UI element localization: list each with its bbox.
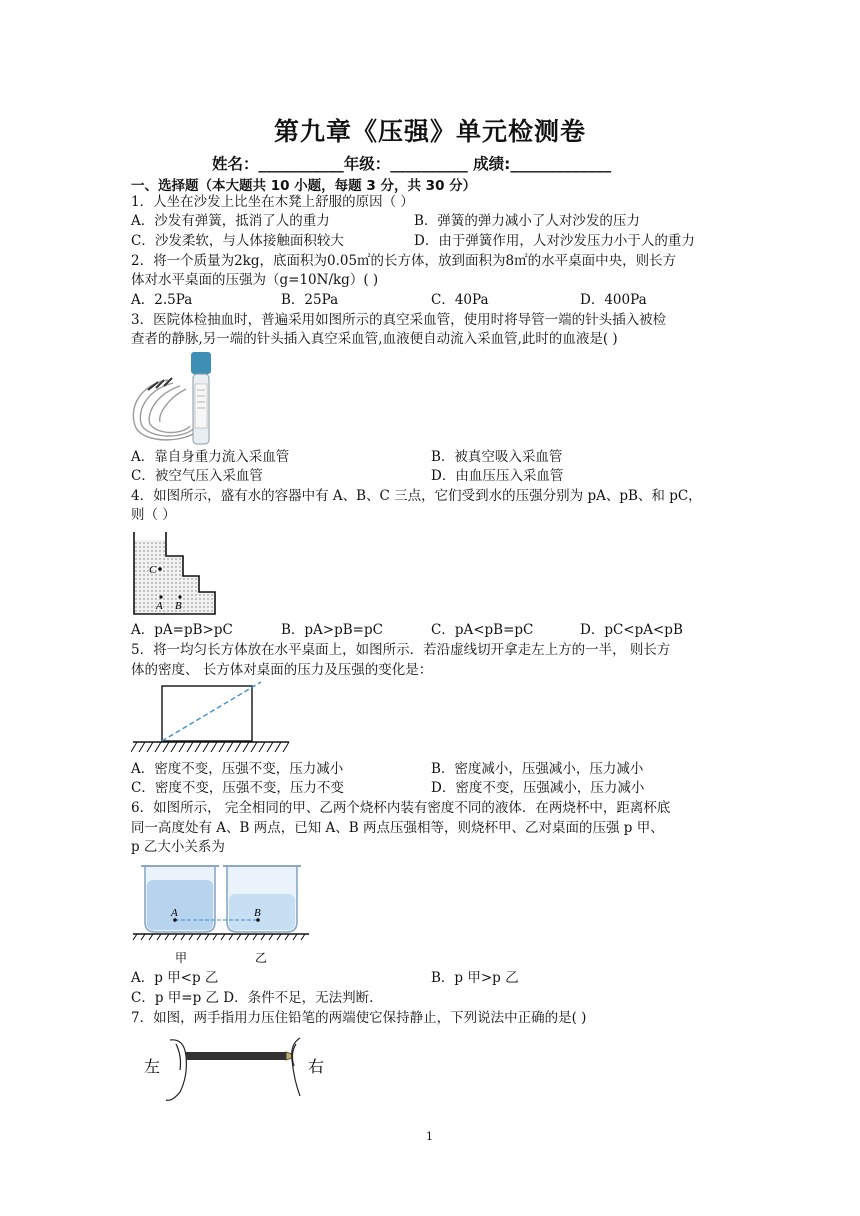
q1-option-a: A．沙发有弹簧，抵消了人的重力 bbox=[131, 213, 330, 229]
point-b-label: B bbox=[175, 600, 182, 612]
left-finger-icon bbox=[166, 1040, 186, 1101]
tubing-icon bbox=[133, 380, 198, 440]
q6-stem-line2: 同一高度处有 A、B 两点，已知 A、B 两点压强相等，则烧杯甲、乙对桌面的压强 p 甲、 bbox=[131, 820, 664, 836]
q6-option-a: A．p 甲<p 乙 bbox=[131, 970, 219, 986]
beaker-yi-label: 乙 bbox=[255, 951, 268, 965]
q1-stem: 1．人坐在沙发上比坐在木凳上舒服的原因（ ） bbox=[131, 194, 414, 210]
vacuum-blood-tube-figure bbox=[128, 350, 228, 448]
q4-stem-line2: 则（ ） bbox=[131, 507, 176, 523]
student-info-line: 姓名：___________年级：__________ 成绩:_____________ bbox=[212, 155, 612, 173]
point-a-label: A bbox=[156, 600, 163, 612]
q3-option-a: A．靠自身重力流入采血管 bbox=[131, 449, 290, 465]
q4-option-c: C．pA<pB=pC bbox=[431, 622, 534, 638]
q5-stem-line1: 5．将一均匀长方体放在水平桌面上，如图所示．若沿虚线切开拿走左上方的一半， 则长方 bbox=[131, 642, 671, 658]
cuboid-on-table-figure bbox=[131, 680, 291, 756]
q3-stem-line1: 3．医院体检抽血时，普遍采用如图所示的真空采血管，使用时将导管一端的针头插入被检 bbox=[131, 312, 667, 328]
pencil-icon bbox=[186, 1052, 298, 1060]
q3-stem-line2: 查者的静脉,另一端的针头插入真空采血管,血液便自动流入采血管,此时的血液是( ) bbox=[131, 331, 618, 347]
q3-option-d: D．由血压压入采血管 bbox=[431, 468, 564, 484]
q2-stem-line1: 2．将一个质量为2kg，底面积为0.05㎡的长方体，放到面积为8㎡的水平桌面中央，则长方 bbox=[131, 253, 677, 269]
q2-stem-line2: 体对水平桌面的压强为（g=10N/kg）( ) bbox=[131, 272, 379, 288]
q1-option-b: B．弹簧的弹力减小了人对沙发的压力 bbox=[414, 213, 640, 229]
q4-option-d: D．pC<pA<pB bbox=[580, 622, 683, 638]
point-c-label: C bbox=[149, 564, 157, 576]
q6-option-b: B．p 甲>p 乙 bbox=[431, 970, 519, 986]
beaker-yi-icon bbox=[223, 866, 301, 932]
beaker-point-b-label: B bbox=[254, 907, 261, 919]
q2-option-b: B．25Pa bbox=[281, 292, 339, 308]
q5-option-a: A．密度不变，压强不变，压力减小 bbox=[131, 761, 344, 777]
pencil-fingers-figure bbox=[140, 1030, 340, 1105]
right-label: 右 bbox=[308, 1057, 325, 1076]
page-title: 第九章《压强》单元检测卷 bbox=[273, 117, 586, 146]
q5-stem-line2: 体的密度、 长方体对桌面的压力及压强的变化是： bbox=[131, 662, 433, 678]
beaker-jia-label: 甲 bbox=[175, 951, 188, 965]
q5-option-d: D．密度不变，压强减小，压力减小 bbox=[431, 780, 645, 796]
left-label: 左 bbox=[144, 1057, 161, 1076]
q7-stem: 7．如图，两手指用力压住铅笔的两端使它保持静止，下列说法中正确的是( ) bbox=[131, 1010, 587, 1026]
q6-stem-line1: 6．如图所示， 完全相同的甲、乙两个烧杯内装有密度不同的液体．在两烧杯中，距离杯底 bbox=[131, 800, 671, 816]
page-number: 1 bbox=[426, 1130, 433, 1143]
q1-option-c: C．沙发柔软，与人体接触面积较大 bbox=[131, 233, 344, 249]
q6-stem-line3: p 乙大小关系为 bbox=[131, 839, 225, 855]
q3-option-c: C．被空气压入采血管 bbox=[131, 468, 263, 484]
q5-option-c: C．密度不变，压强不变，压力不变 bbox=[131, 780, 344, 796]
beaker-jia-icon bbox=[141, 866, 219, 932]
q2-option-c: C．40Pa bbox=[431, 292, 489, 308]
q2-option-d: D．400Pa bbox=[580, 292, 647, 308]
q5-option-b: B．密度减小，压强减小，压力减小 bbox=[431, 761, 644, 777]
two-beakers-figure bbox=[131, 858, 311, 968]
q4-stem-line1: 4．如图所示，盛有水的容器中有 A、B、C 三点，它们受到水的压强分别为 pA、pB、和 pC， bbox=[131, 488, 702, 504]
q3-option-b: B．被真空吸入采血管 bbox=[431, 449, 563, 465]
q4-option-b: B．pA>pB=pC bbox=[281, 622, 383, 638]
q1-option-d: D．由于弹簧作用，人对沙发压力小于人的重力 bbox=[414, 233, 695, 249]
q6-option-c-d: C．p 甲=p 乙 D．条件不足，无法判断. bbox=[131, 990, 374, 1006]
q4-option-a: A．pA=pB>pC bbox=[131, 622, 233, 638]
water-container-figure bbox=[131, 530, 221, 618]
section-heading: 一、选择题（本大题共 10 小题，每题 3 分，共 30 分） bbox=[131, 178, 477, 194]
right-finger-icon bbox=[292, 1038, 300, 1096]
beaker-point-a-label: A bbox=[171, 907, 178, 919]
q2-option-a: A．2.5Pa bbox=[131, 292, 193, 308]
tube-icon bbox=[191, 352, 211, 444]
